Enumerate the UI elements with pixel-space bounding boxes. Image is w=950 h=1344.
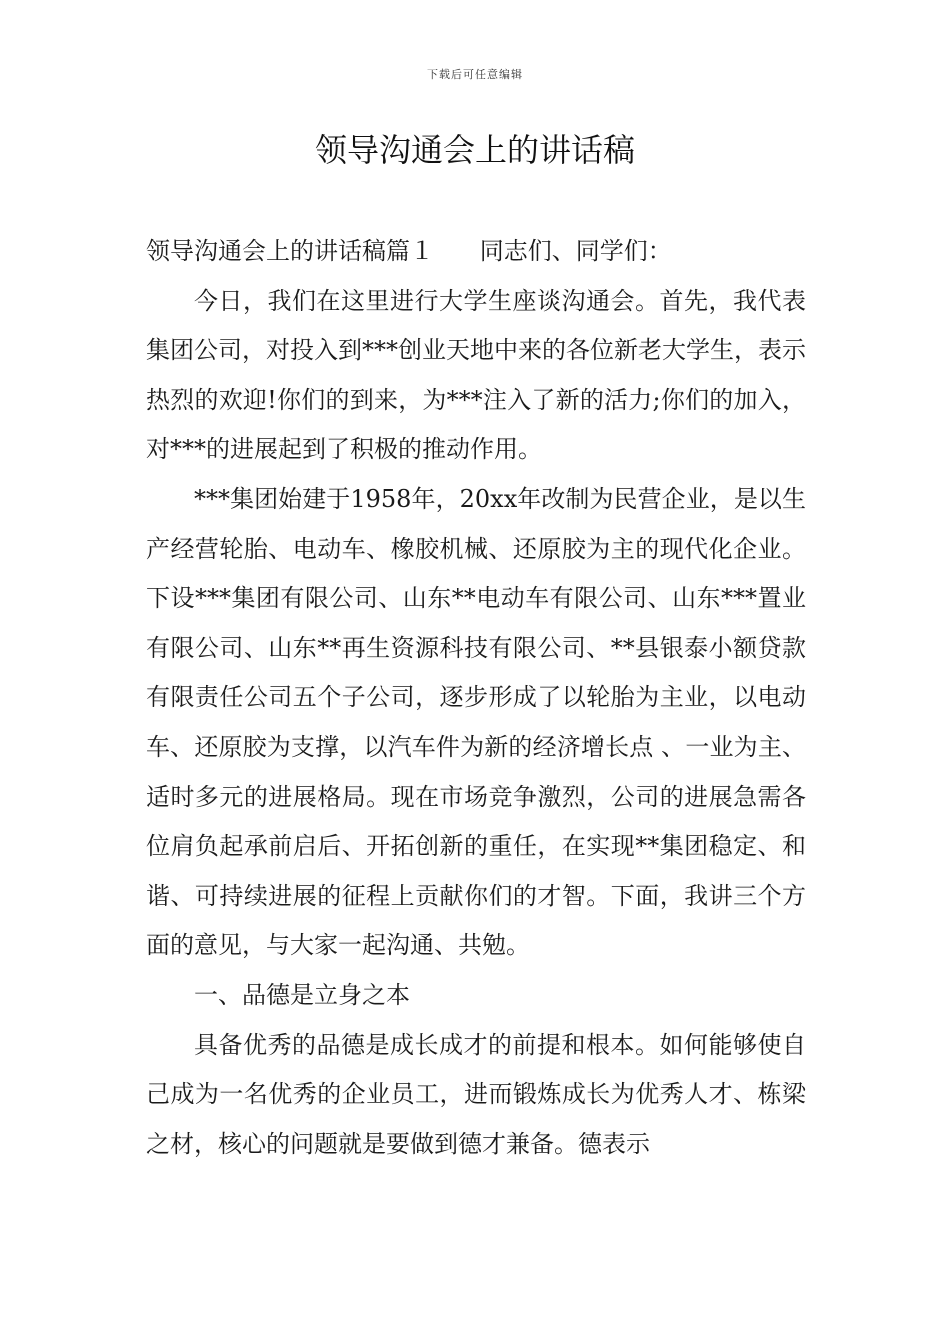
document-body [146,227,806,1169]
paragraph-welcome: 今日，我们在这里进行大学生座谈沟通会。首先，我代表集团公司，对投入到***创业天地中来的各位新老大学生，表示热烈的欢迎!你们的到来，为***注入了新的活力;你们的加入，对***的进展起到了积极的推动作用。 [146,286,806,464]
document-title: 领导沟通会上的讲话稿 [314,131,635,169]
salutation: 同志们、同学们： [479,237,672,265]
section-heading-morality: 一、品德是立身之本 [194,980,410,1009]
intro-label: 领导沟通会上的讲话稿篇１ [146,237,434,265]
page-header-note: 下载后可任意编辑 [427,68,523,81]
paragraph-company-intro: ***集团始建于1958年，20xx年改制为民营企业，是以生产经营轮胎、电动车、橡胶机械、还原胶为主的现代化企业。下设***集团有限公司、山东**电动车有限公司、山东***置业有限公司、山东**再生资源科技有限公司、**县银泰小额贷款有限责任公司五个子公司，逐步形成了以轮胎为主业，以电动车、还原胶为支撑，以汽车件为新的经济增长点 、一业为主、适时多元的进展格局。现在市场竞争激烈，公司的进展急需各位肩负起承前启后、开拓创新的重任，在实现**集团稳定、和谐、可持续进展的征程上贡献你们的才智。下面，我讲三个方面的意见，与大家一起沟通、共勉。 [146,484,806,960]
intro-line [146,227,806,277]
paragraph-morality: 具备优秀的品德是成长成才的前提和根本。如何能够使自己成为一名优秀的企业员工，进而锻炼成长为优秀人才、栋梁之材，核心的问题就是要做到德才兼备。德表示 [146,1030,806,1158]
